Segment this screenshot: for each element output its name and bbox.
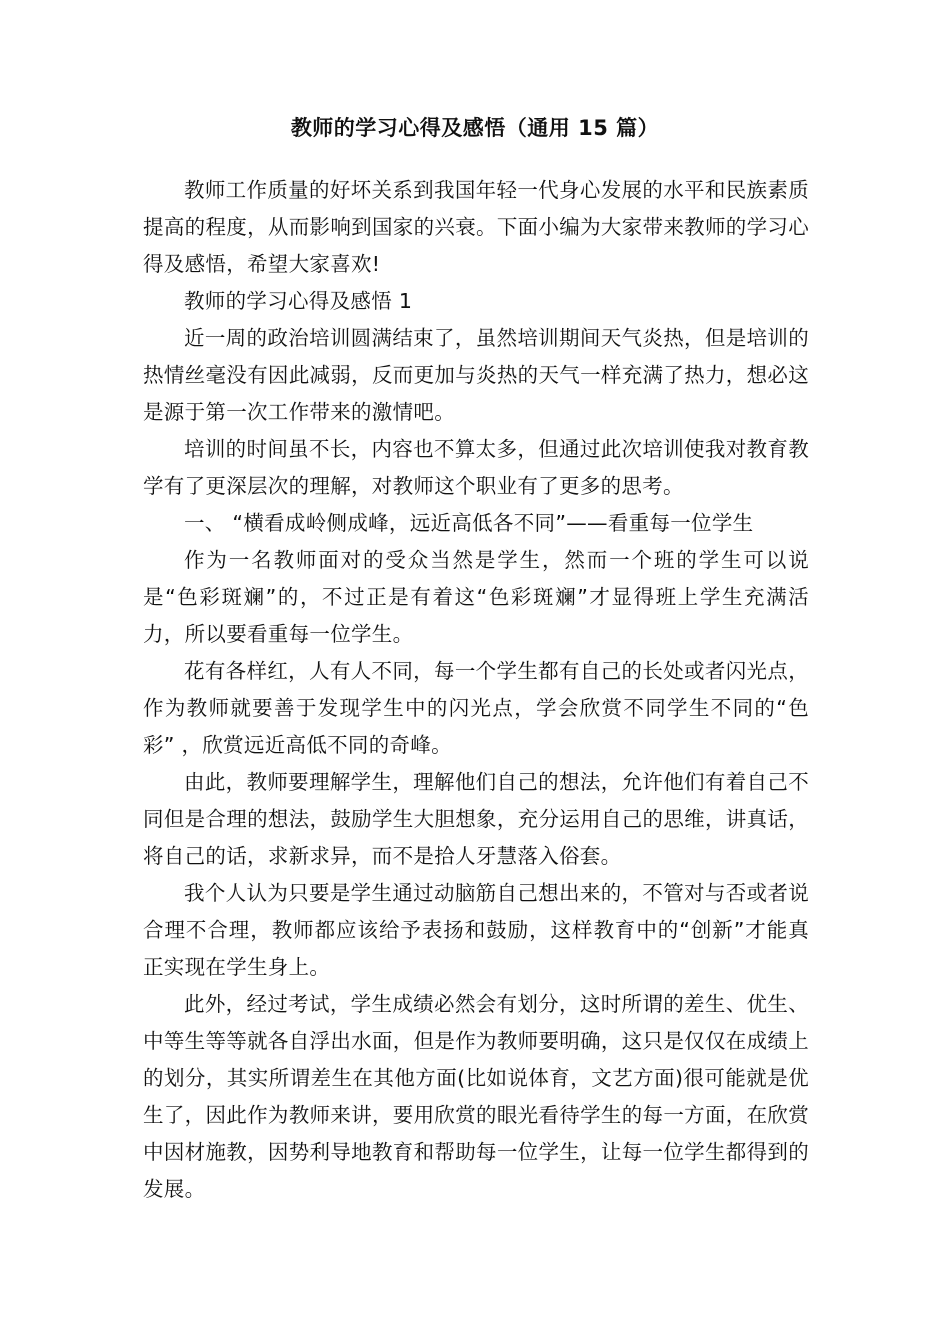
document-body	[143, 172, 809, 1208]
paragraph: 作为一名教师面对的受众当然是学生，然而一个班的学生可以说是“色彩斑斓”的，不过正是有着这“色彩斑斓”才显得班上学生充满活力，所以要看重每一位学生。	[143, 548, 809, 646]
paragraph: 此外，经过考试，学生成绩必然会有划分，这时所谓的差生、优生、中等生等等就各自浮出水面，但是作为教师要明确，这只是仅仅在成绩上的划分，其实所谓差生在其他方面(比如说体育，文艺方面)很可能就是优生了，因此作为教师来讲，要用欣赏的眼光看待学生的每一方面，在欣赏中因材施教，因势利导地教育和帮助每一位学生，让每一位学生都得到的发展。	[143, 992, 809, 1201]
paragraph: 我个人认为只要是学生通过动脑筋自己想出来的，不管对与否或者说合理不合理，教师都应该给予表扬和鼓励，这样教育中的“创新”才能真正实现在学生身上。	[143, 881, 809, 979]
paragraph: 由此，教师要理解学生，理解他们自己的想法，允许他们有着自己不同但是合理的想法，鼓励学生大胆想象，充分运用自己的思维，讲真话，将自己的话，求新求异，而不是拾人牙慧落入俗套。	[143, 770, 809, 868]
paragraph-intro: 教师工作质量的好坏关系到我国年轻一代身心发展的水平和民族素质提高的程度，从而影响到国家的兴衰。下面小编为大家带来教师的学习心得及感悟，希望大家喜欢!	[143, 178, 809, 276]
paragraph: 近一周的政治培训圆满结束了，虽然培训期间天气炎热，但是培训的热情丝毫没有因此减弱，反而更加与炎热的天气一样充满了热力，想必这是源于第一次工作带来的激情吧。	[143, 326, 809, 424]
section-heading-1: 教师的学习心得及感悟 1	[184, 289, 413, 313]
subheading: 一、 “横看成岭侧成峰，远近高低各不同”——看重每一位学生	[184, 511, 754, 535]
paragraph: 花有各样红，人有人不同，每一个学生都有自己的长处或者闪光点，作为教师就要善于发现学生中的闪光点，学会欣赏不同学生不同的“色彩” ，欣赏远近高低不同的奇峰。	[143, 659, 809, 757]
document-title: 教师的学习心得及感悟（通用 15 篇）	[290, 116, 660, 140]
paragraph: 培训的时间虽不长，内容也不算太多，但通过此次培训使我对教育教学有了更深层次的理解，对教师这个职业有了更多的思考。	[143, 437, 809, 498]
